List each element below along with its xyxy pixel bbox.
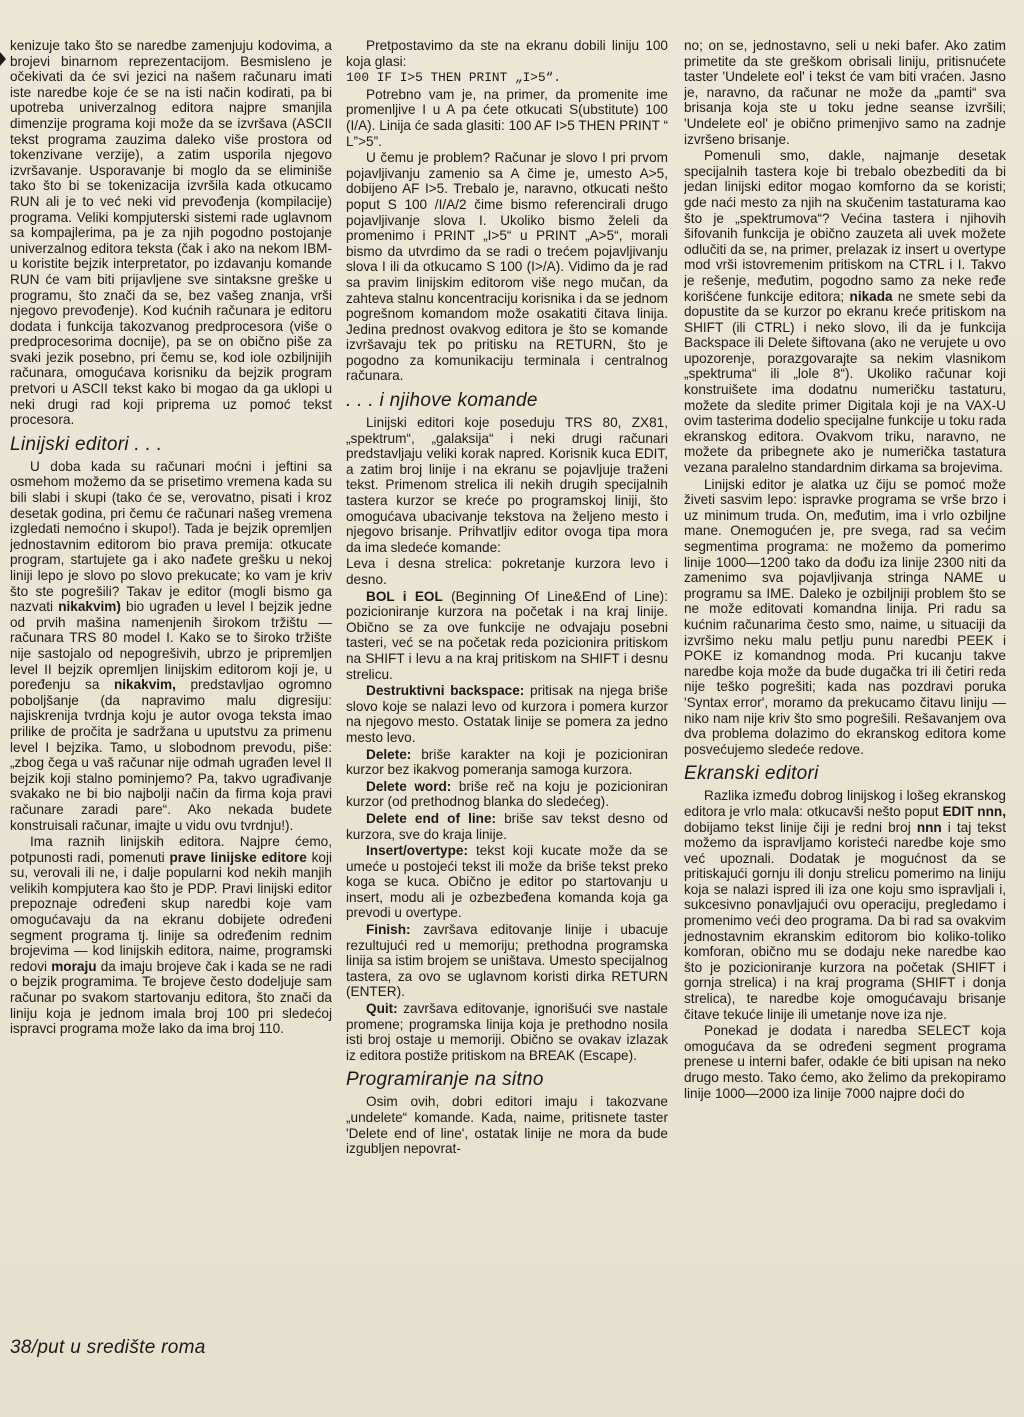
command-definition: Quit: završava editovanje, ignorišući sve nastale promene; programska linija koja je prethodno nosila isti broj ostaje u memoriji. Obično se ovakav izlazak iz editora postiže pritiskom na BREAK (Escape). <box>346 1001 668 1063</box>
paragraph: Linijski editori koje poseduju TRS 80, ZX81, „spektrum“, „galaksija“ i neki drugi računari predstavljaju veliki korak napred. Korisnik kuca EDIT, a zatim broj linije i na ekranu se pojavljuje traženi tekst. Primenom strelica ili nekih drugih specijalnih tastera kurzor se kreće po programskoj liniji, što omogućava ubacivanje tekstova na željeno mesto i njegovo brisanje. Prihvatljiv editor ovoga tipa mora da ima sledeće komande: <box>346 415 668 555</box>
paragraph: kenizuje tako što se naredbe zamenjuju kodovima, a brojevi binarnom reprezentacijom. Besmisleno je očekivati da će svi jezici na našem računaru imati iste naredbe koje će se na isti način kodirati, pa bi upotreba univerzalnog editora najpre smanjila dimenzije programa koji može da se izvršava (ASCII tekst programa zauzima daleko više prostora od tokenzivane verzije), a zatim usporila njegovo izvršavanje. Usporavanje bi moglo da se eliminiše tako što bi se tokenizacija izvršila kada otkucamo RUN ali je to već neki vid prevođenja (kompilacije) programa. Veliki kompjuterski sistemi rade uglavnom sa kompajlerima, pa je za njih pogodno postojanje univerzalnog editora teksta (čak i ako na nekom IBM-u koristite bejzik interpretator, po izdavanju komande RUN će vam biti prijavljene sve sintaksne greške u programu, što znači da se, bez vašeg znanja, vrši njegovo prevođenje). Kod kućnih računara je editoru dodata i funkcija takozvanog predprocesora (više o predprocesorima docnije), pa se on obično piše za svaki jezik posebno, pri čemu se, kod iole ozbiljnijih računara, omogućava korisniku da bejzik program pretvori u ASCII tekst kako bi mogao da ga uklopi u neki drugi rad koji priprema uz pomoć tekst procesora. <box>10 38 332 428</box>
column-right <box>684 38 1006 1373</box>
section-heading-komande: . . . i njihove komande <box>346 390 538 412</box>
column-middle <box>346 38 668 1373</box>
paragraph: Ponekad je dodata i naredba SELECT koja omogućava da se određeni segment programa prenese u interni bafer, odakle će biti upisan na neko drugo mesto. Tako ćemo, ako želimo da prekopiramo linije 1000—2000 iza linije 7000 najpre doći do <box>684 1023 1006 1101</box>
paragraph: Pomenuli smo, dakle, najmanje desetak specijalnih tastera koje bi trebalo obezbediti da bi jedan linijski editor mogao komforno da se koristi; gde naći mesto za njih na skučenim tastaturama kao što je „spektrumova“? Većina tastera i njihovih šifovanih funkcija je obično zauzeta ali uvek možete odlučiti da se, na primer, prelazak iz insert u overtype mod vrši istovremenim pritiskom na CTRL i I. Takvo je rešenje, međutim, pogodno samo za neke ređe korišćene funkcije editora; nikada ne smete sebi da dopustite da se kurzor po ekranu kreće pritiskom na SHIFT (ili CTRL) i neko slovo, ili da je funkcija Backspace ili Delete šiftovana (ako ne verujete u ovo upozorenje, porazgovarajte sa nekim vlasnikom „spektruma“ ili „lole 8“). Ukoliko računar koji konstruišete ima dodatnu numeričku tastaturu, možete da sledite primer Digitala koji je na VAX-U ovim tasterima dodelio specijalne funkcije u toku rada ekranskog editora. Ovakvom triku, naravno, ne možete da pribegnete ako je numerička tastatura vezana paralelno standardnim dirkama sa brojevima. <box>684 148 1006 476</box>
paragraph: U čemu je problem? Računar je slovo I pri prvom pojavljivanju zamenio sa A čime je, umesto A>5, dobijeno AF I>5. Trebalo je, naravno, otkucati nešto poput S 100 /I/A/2 čime bismo referencirali drugo pojavljivanje slova I. Ukoliko bismo želeli da promenimo i PRINT „I>5“ u PRINT „A>5“, morali bismo da utvrdimo da se radi o trećem pojavljivanju slova I ili da otkucamo S 100 (I>/A). Vidimo da je rad sa pravim linijskim editorom više nego mučan, da zahteva stalnu koncentraciju korisnika i da se jednom pogrešnom komandom može osakatiti čitava linija. Jedina prednost ovakvog editora je što se komande izvršavaju tek po pritisku na RETURN, što je pogodno za komunikaciju terminala i centralnog računara. <box>346 150 668 384</box>
command-definition: Delete: briše karakter na koji je pozicioniran kurzor bez ikakvog pomeranja samoga kurzora. <box>346 746 668 778</box>
paragraph: Pretpostavimo da ste na ekranu dobili liniju 100 koja glasi: <box>346 38 668 69</box>
section-heading-programiranje: Programiranje na sitno <box>346 1069 544 1091</box>
command-definition: Insert/overtype: tekst koji kucate može da se umeće u postojeći tekst ili može da briše tekst preko koga se kuca. Obično je editor po startovanju u insert, modu ali je ozbezbeđena komanda koja ga prevodi u overtype. <box>346 843 668 921</box>
command-definition: Delete end of line: briše sav tekst desno od kurzora, sve do kraja linije. <box>346 810 668 842</box>
command-definition: BOL i EOL (Beginning Of Line&End of Line): pozicioniranje kurzora na početak i na kraj linije. Obično se za ove funkcije ne odvajaju posebni tasteri, već se na početak reda pozicionira pritiskom na SHIFT i levu a na kraj pritiskom na SHIFT i desnu strelicu. <box>346 588 668 682</box>
section-heading-ekranski-editori: Ekranski editori <box>684 763 819 785</box>
section-heading-linijski-editori: Linijski editori . . . <box>10 433 163 455</box>
paragraph: no; on se, jednostavno, seli u neki bafer. Ako zatim primetite da ste greškom obrisali liniju, pritisnućete taster 'Undelete eol' i tekst će vam biti vraćen. Jasno je, naravno, da računar ne može da „pamti“ sva brisanja koja ste u toku jedne seanse izvršili; 'Undelete eol' je obično primenjivo samo na zadnje izvršeno brisanje. <box>684 38 1006 147</box>
paragraph: Razlika između dobrog linijskog i lošeg ekranskog editora je vrlo mala: otkucavši nešto poput EDIT nnn, dobijamo tekst linije čiji je redni broj nnn i taj tekst možemo da ispravljamo koristeći naredbe koje smo već upoznali. Dodatak je mogućnost da se pritiskajući gornju ili donju strelicu pomerimo na liniju koja se nalazi ispred ili iza one koju smo ispravljali i, sukcesivno ponavljajući ovu operaciju, pregledamo i promenimo veći deo programa. Da bi rad sa ovakvim jednostavnim ekranskim editorom bio koliko-toliko komforan, obično mu se dodaju neke naredbe kao što je pozicioniranje kurzora na početak (SHIFT i gornja strelica) i na kraj programa (SHIFT i donja strelica), te naredbe koje omogućavaju brisanje čitave tekuće linije ili umetanje nove iza nje. <box>684 788 1006 1022</box>
command-definition: Delete word: briše reč na koju je pozicioniran kurzor (od prethodnog blanka do sledećeg). <box>346 778 668 810</box>
command-definition: Destruktivni backspace: pritisak na njega briše slovo koje se nalazi levo od kurzora i pomera kurzor na njegovo mesto. Ostatak linije se pomera za jedno mesto levo. <box>346 683 668 745</box>
paragraph: Ima raznih linijskih editora. Najpre ćemo, potpunosti radi, pomenuti prave linijske editore koji su, verovali ili ne, i dalje popularni kod nekih manjih velikih kompjutera kao što je PDP. Pravi linijski editor prepoznaje određeni skup naredbi koje vam omogućavaju da na ekranu dobijete određeni segment programa tj. linije sa određenim rednim brojevima — kod linijskih editora, naime, programski redovi moraju da imaju brojeve čak i kada se ne radi o bejzik programima. Te brojeve često dodeljuje sam računar po svakom startovanju editora, što znači da liniju koja je jednom imala broj 100 pri sledećoj ispravci programa može lako da ima broj 110. <box>10 834 332 1037</box>
paragraph: Osim ovih, dobri editori imaju i takozvane „undelete“ komande. Kada, naime, pritisnete taster 'Delete end of line', ostatak linije ne mora da bude izgubljen nepovrat- <box>346 1094 668 1157</box>
paragraph: Linijski editor je alatka uz čiju se pomoć može živeti sasvim lepo: ispravke programa se vrše brzo i uz minimum truda. On, međutim, ima i vrlo ozbiljne mane. Onemogućen je, pre svega, rad sa većim segmentima programa: ne možemo da pomerimo linije 1000—1200 tako da dođu iza linije 2300 niti da zamenimo sva pojavljivanja stringa NAME u programu sa IME. Daleko je ozbiljniji problem što se ne može editovati komandna linija. Pri radu sa kućnim računarima često smo, naime, u situaciji da izvršimo neku malu petlju punu naredbi PEEK i POKE iz komandnog moda. Pri kucanju takve naredbe koja može da bude dugačka tri ili četiri reda nije teško pogrešiti; kada nas pozdravi poruka 'Syntax error', moramo da prekucamo čitavu liniju — niko nam nije kriv što smo pogrešili. Rešavanjem ova dva problema dolazimo do ekranskog editora kome posvećujemo sledeće redove. <box>684 476 1006 757</box>
page-footer: 38/put u središte roma <box>10 1337 206 1358</box>
column-left <box>10 38 332 1328</box>
command-definition: Finish: završava editovanje linije i ubacuje rezultujući red u memoriju; prethodna programska linija sa istim brojem se uništava. Umesto specijalnog tastera, za ovo se uglavnom koristi dirka RETURN (ENTER). <box>346 922 668 1000</box>
page-edge-marker <box>0 52 6 66</box>
command-definition: Leva i desna strelica: pokretanje kurzora levo i desno. <box>346 556 668 587</box>
paragraph: Potrebno vam je, na primer, da promenite ime promenljive I u A pa ćete otkucati S(ubstitute) 100 (I/A). Linija će sada glasiti: 100 AF I>5 THEN PRINT “ L”>5”. <box>346 86 668 149</box>
code-line: 100 IF I>5 THEN PRINT „I>5“. <box>346 70 562 86</box>
paragraph: U doba kada su računari moćni i jeftini sa osmehom možemo da se prisetimo vremena kada su bili slabi i skupi (tako će se, verovatno, pisati i kroz desetak godina, pri čemu će računari našeg vremena izgledati nemoćno i skupo!). Tada je bejzik opremljen jednostavnim editorom bio prava premija: otkucate program, startujete ga i ako nađete grešku u nekoj liniji lepo je slovo po slovo prekucate; ko vam je kriv što ste pogrešili? Takav je editor (mogli bismo ga nazvati nikakvim) bio ugrađen u level I bejzik jedne od prvih mašina namenjenih širokom tržištu — računara TRS 80 model I. Kako se to široko tržište nije sastojalo od nepogrešivih, ubrzo je pripremljen level II bejzik opremljen linijskim editorom koji je, u poređenju sa nikakvim, predstavljao ogromno poboljšanje (da napravimo malu digresiju: najiskrenija tvrdnja koju je autor ovoga teksta imao prilike de pročita je sadržana u uputstvu za primenu level I bejzika. Tamo, u slobodnom prevodu, piše: „zbog čega u vaš računar nije odmah ugrađen level II bejzik koji stalno pominjemo? Pa, takvo ugrađivanje svakako ne bi bio najbolji način da firma koja pravi računare zaradi pare“. Ako nekada budete konstruisali računar, imajte u vidu ovu tvrdnju!). <box>10 458 332 833</box>
